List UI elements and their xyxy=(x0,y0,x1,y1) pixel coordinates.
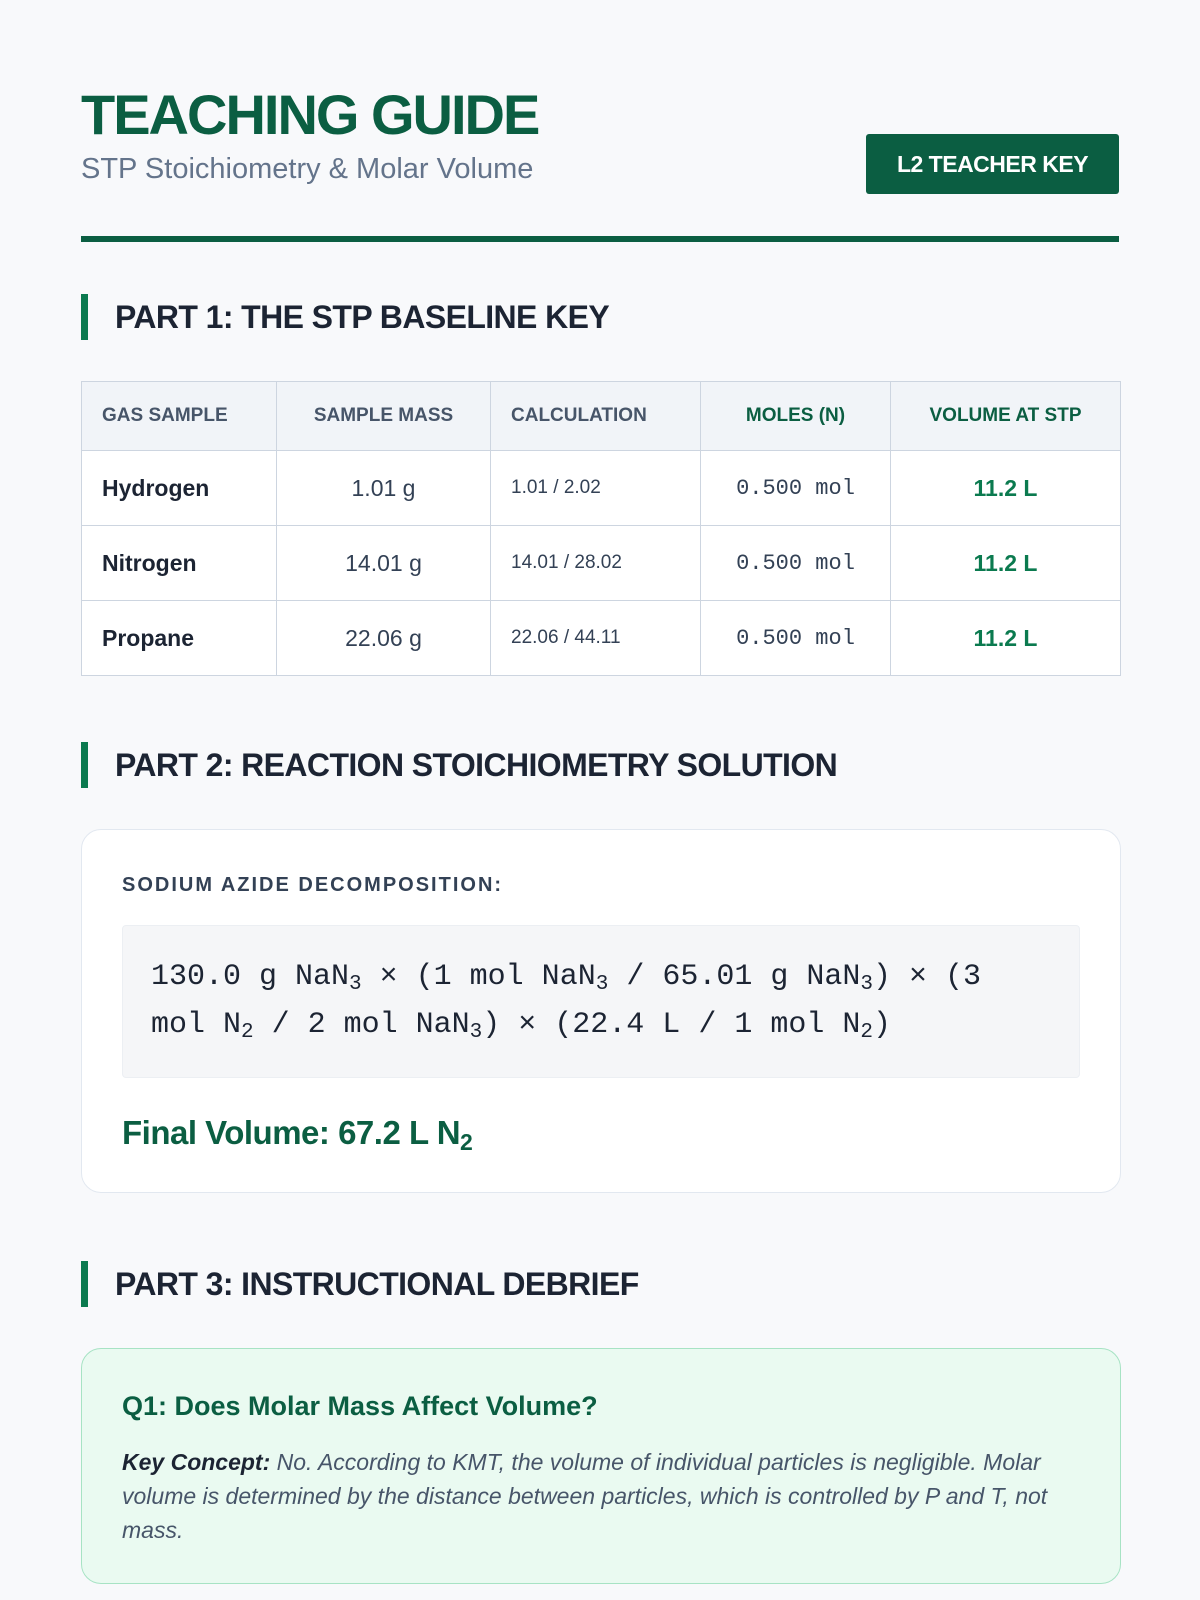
equation-part: × (1 mol NaN xyxy=(361,960,596,994)
part3-heading: PART 3: INSTRUCTIONAL DEBRIEF xyxy=(81,1261,639,1307)
equation-subscript: 2 xyxy=(860,1021,873,1044)
equation-part: 130.0 g NaN xyxy=(151,960,350,994)
table-row xyxy=(82,601,1121,676)
part1-heading: PART 1: THE STP BASELINE KEY xyxy=(81,294,609,340)
key-concept-text: No. According to KMT, the volume of individual particles is negligible. Molar volume is determined by the distance between particles, which is controlled by P and T, not mass. xyxy=(122,1449,1048,1543)
column-header-moles: MOLES (N) xyxy=(701,382,891,451)
final-volume-subscript: 2 xyxy=(460,1129,473,1155)
moles-cell: 0.500 mol xyxy=(701,526,891,601)
column-header-calculation: CALCULATION xyxy=(491,382,701,451)
table-row xyxy=(82,451,1121,526)
debrief-question: Q1: Does Molar Mass Affect Volume? xyxy=(122,1391,598,1421)
equation-part: / 2 mol NaN xyxy=(253,1008,470,1042)
table-row xyxy=(82,526,1121,601)
equation-subscript: 2 xyxy=(241,1021,254,1044)
column-header-volume-at-stp: VOLUME AT STP xyxy=(891,382,1121,451)
moles-cell: 0.500 mol xyxy=(701,451,891,526)
equation-subscript: 3 xyxy=(860,973,873,996)
page-subtitle: STP Stoichiometry & Molar Volume xyxy=(81,153,534,185)
stoichiometry-equation xyxy=(122,925,1080,1078)
equation-part: ) × (3 mol N xyxy=(151,960,981,1042)
volume-cell: 11.2 L xyxy=(891,451,1121,526)
solution-label: SODIUM AZIDE DECOMPOSITION: xyxy=(122,874,504,896)
equation-part: / 65.01 g NaN xyxy=(608,960,861,994)
column-header-gas-sample: GAS SAMPLE xyxy=(82,382,277,451)
calculation-cell: 14.01 / 28.02 xyxy=(491,526,701,601)
equation-part: ) × (22.4 L / 1 mol N xyxy=(482,1008,861,1042)
teacher-key-badge: L2 TEACHER KEY xyxy=(866,134,1119,194)
calculation-cell: 22.06 / 44.11 xyxy=(491,601,701,676)
final-volume-text: Final Volume: 67.2 L N xyxy=(122,1114,461,1151)
sample-mass-cell: 1.01 g xyxy=(277,451,491,526)
column-header-sample-mass: SAMPLE MASS xyxy=(277,382,491,451)
part2-heading: PART 2: REACTION STOICHIOMETRY SOLUTION xyxy=(81,742,837,788)
equation-subscript: 3 xyxy=(595,973,609,996)
solution-card xyxy=(81,829,1121,1193)
gas-sample-cell: Hydrogen xyxy=(82,451,277,526)
gas-sample-cell: Nitrogen xyxy=(82,526,277,601)
equation-subscript: 3 xyxy=(349,973,362,996)
moles-cell: 0.500 mol xyxy=(701,601,891,676)
volume-cell: 11.2 L xyxy=(891,601,1121,676)
page-title: TEACHING GUIDE xyxy=(81,83,539,146)
gas-sample-cell: Propane xyxy=(82,601,277,676)
equation-subscript: 3 xyxy=(469,1021,483,1044)
page-header xyxy=(81,0,1119,242)
key-concept-label: Key Concept: xyxy=(122,1449,271,1475)
final-volume xyxy=(122,1114,473,1155)
calculation-cell: 1.01 / 2.02 xyxy=(491,451,701,526)
volume-cell: 11.2 L xyxy=(891,526,1121,601)
table-header-row xyxy=(82,382,1121,451)
debrief-card xyxy=(81,1348,1121,1584)
debrief-answer xyxy=(122,1445,1082,1547)
sample-mass-cell: 14.01 g xyxy=(277,526,491,601)
equation-part: ) xyxy=(872,1008,891,1042)
sample-mass-cell: 22.06 g xyxy=(277,601,491,676)
stp-baseline-table xyxy=(81,381,1121,676)
